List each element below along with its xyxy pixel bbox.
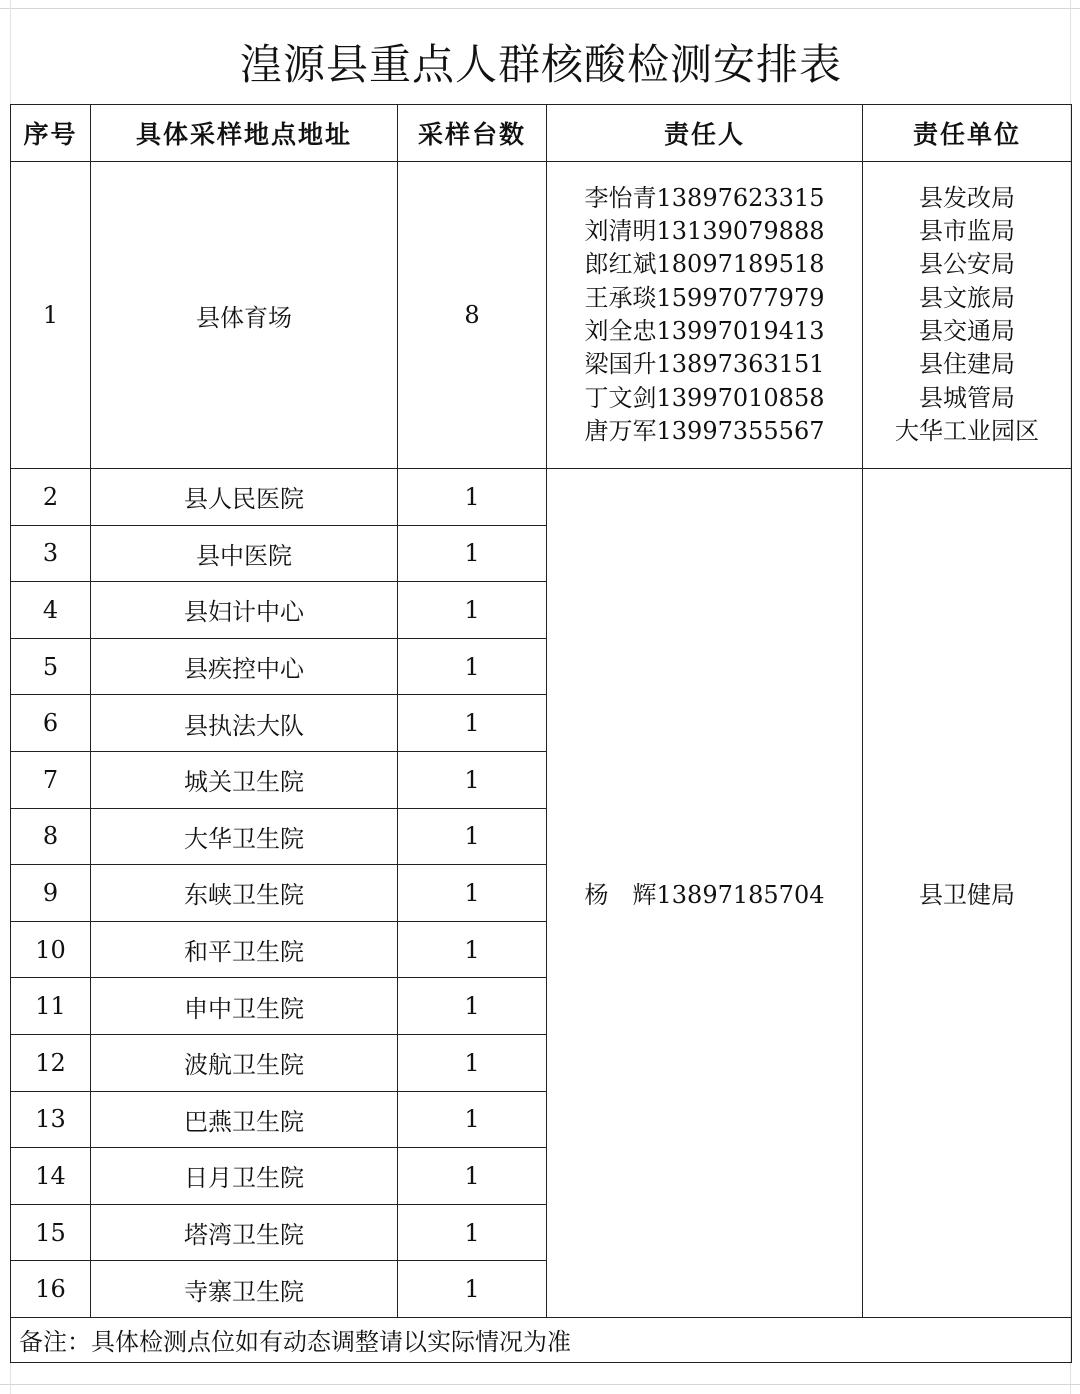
sheet-gridline-top [0,8,1080,9]
cell-no: 5 [11,638,91,695]
header-cell-location: 具体采样地点地址 [91,105,398,162]
header-cell-person: 责任人 [547,105,863,162]
cell-count: 1 [398,1091,547,1148]
cell-no: 9 [11,865,91,922]
cell-group-person: 杨 辉13897185704 [547,469,863,1318]
person-line: 唐万军13997355567 [584,416,825,445]
persons-list [585,182,825,448]
cell-no: 7 [11,751,91,808]
cell-location: 县体育场 [91,162,398,469]
unit-line: 县交通局 [919,317,1016,345]
cell-location: 巴燕卫生院 [91,1091,398,1148]
cell-no: 13 [11,1091,91,1148]
sheet-gridline-bottom [0,1384,1080,1385]
cell-count: 1 [398,865,547,922]
header-cell-unit: 责任单位 [863,105,1072,162]
units-list [895,182,1039,448]
cell-count: 1 [398,469,547,526]
unit-line: 大华工业园区 [895,416,1040,445]
person-line: 刘全忠13997019413 [584,317,825,345]
cell-location: 县执法大队 [91,695,398,752]
schedule-table [10,20,1072,1363]
cell-location: 寺寨卫生院 [91,1261,398,1318]
cell-count: 1 [398,525,547,582]
cell-location: 县疾控中心 [91,638,398,695]
cell-location: 塔湾卫生院 [91,1204,398,1261]
cell-count: 1 [398,808,547,865]
unit-line: 县城管局 [919,383,1016,412]
person-line: 王承琰15997077979 [584,283,825,312]
cell-count: 1 [398,1034,547,1091]
cell-no: 10 [11,921,91,978]
unit-line: 县住建局 [919,350,1016,379]
header-cell-no: 序号 [11,105,91,162]
cell-no: 2 [11,469,91,526]
person-line: 梁国升13897363151 [584,350,825,379]
cell-location: 县中医院 [91,525,398,582]
cell-location: 县妇计中心 [91,582,398,639]
cell-count: 8 [398,162,547,469]
cell-count: 1 [398,638,547,695]
cell-no: 6 [11,695,91,752]
cell-count: 1 [398,1148,547,1205]
cell-persons [547,162,863,469]
cell-count: 1 [398,751,547,808]
unit-line: 县公安局 [919,250,1016,279]
cell-location: 和平卫生院 [91,921,398,978]
cell-count: 1 [398,1204,547,1261]
cell-count: 1 [398,582,547,639]
cell-no: 14 [11,1148,91,1205]
cell-units [863,162,1072,469]
table-row [11,469,1072,526]
cell-no: 3 [11,525,91,582]
cell-count: 1 [398,978,547,1035]
cell-count: 1 [398,921,547,978]
cell-no: 4 [11,582,91,639]
note-text: 备注：具体检测点位如有动态调整请以实际情况为准 [11,1317,1072,1362]
person-line: 郎红斌18097189518 [584,250,825,279]
header-row [11,105,1072,162]
cell-no: 1 [11,162,91,469]
cell-location: 波航卫生院 [91,1034,398,1091]
unit-line: 县市监局 [919,217,1016,246]
cell-location: 大华卫生院 [91,808,398,865]
cell-no: 11 [11,978,91,1035]
cell-location: 县人民医院 [91,469,398,526]
cell-no: 15 [11,1204,91,1261]
cell-group-unit: 县卫健局 [863,469,1072,1318]
cell-location: 城关卫生院 [91,751,398,808]
page-title: 湟源县重点人群核酸检测安排表 [11,20,1072,105]
cell-count: 1 [398,1261,547,1318]
person-line: 李怡青13897623315 [584,183,825,212]
cell-location: 申中卫生院 [91,978,398,1035]
cell-location: 日月卫生院 [91,1148,398,1205]
header-cell-count: 采样台数 [398,105,547,162]
cell-location: 东峡卫生院 [91,865,398,922]
unit-line: 县发改局 [919,183,1016,212]
cell-count: 1 [398,695,547,752]
cell-no: 12 [11,1034,91,1091]
cell-no: 8 [11,808,91,865]
table-row [11,162,1072,469]
person-line: 刘清明13139079888 [584,217,825,246]
cell-no: 16 [11,1261,91,1318]
note-row [11,1317,1072,1362]
unit-line: 县文旅局 [919,283,1016,312]
person-line: 丁文剑13997010858 [584,383,825,412]
